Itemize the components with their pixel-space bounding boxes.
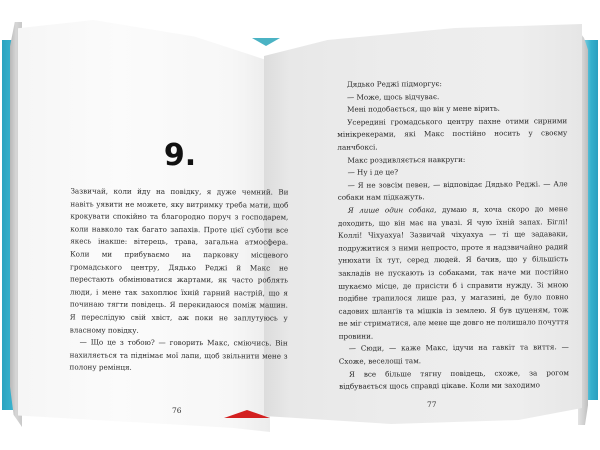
- left-page-text: [70, 185, 289, 375]
- paragraph: Усередині громадського центру пахне отими сирними мінікрекерами, які Макс постійно носить у своєму ланчбоксі.: [337, 115, 568, 152]
- paragraph: — Ну і де це?: [347, 167, 399, 177]
- page-number-left: 76: [172, 406, 182, 415]
- paragraph: — Що це з тобою? — говорить Макс, сміючись. Він нахиляється та піднімає мої лапи, щоб звільнити мене з полону ремінця.: [69, 337, 288, 373]
- paragraph: Зазвичай, коли йду на повідку, я дуже чемний. Ви навіть уявити не можете, яку витримку треба мати, щоб крокувати спокійно та благородно поруч з господарем, коли навколо так багато запахів. Проте цієї суботи все якесь інакше: вітерець, трава, загальна атмосфера. Коли ми прибуваємо на парковку місцевого громадського центру, Дядько Реджі й Макс не перестають обмінюватися жартами, як часто роблять люди, і мене так захоплює їхній гарний настрій, що я починаю тягти повідець. Я перекидаюся поміж машин. Я переслідую свій хвіст, аж поки не заплутуюсь у власному повідку.: [69, 186, 289, 335]
- spine-top: [252, 38, 280, 46]
- paragraph: — Сюди, — каже Макс, ідучи на гавкіт та виття. — Схоже, веселощі там.: [338, 342, 569, 366]
- paragraph: Я все більше тягну повідець, схоже, за рогом відбувається щось справді цікаве. Коли ми заходимо: [339, 367, 569, 392]
- right-page-text: [337, 77, 569, 393]
- paragraph: Макс роздивляється навкруги:: [347, 154, 466, 165]
- chapter-number: 9.: [163, 138, 197, 173]
- paragraph: Мені подобається, що він у мене вірить.: [347, 103, 500, 114]
- page-number-right: 77: [427, 400, 437, 409]
- paragraph: Дядько Реджі підморгує:: [346, 79, 442, 89]
- paragraph: — Може, щось відчуває.: [346, 91, 440, 102]
- paragraph-italic-lead: Я лише один собака, думаю я, хоча скоро до мене доходить, що він має на увазі. Я чую їхній запах. Біглі! Коллі! Чіхуахуа! Зазвичай чіхуахуа — ті ще задаваки, подружитися з ними непросто, проте я надзвичайно радий унюхати їх тут, серед людей. Я бачив, що у більшість закладів не пускають із собаками, так наче ми постійно шукаємо місце, де присісти б і справити нужду. Зі мною подібне трапилося лише раз, у магазині, де було повно садових шлангів та мішків із землею. Я був цуценям, тож не міг стриматися, але мене ще довго не полишало почуття провини.: [337, 204, 569, 341]
- paragraph: — Я не зовсім певен, — відповідає Дядько Реджі. — Але собаки нам підкажуть.: [337, 178, 568, 203]
